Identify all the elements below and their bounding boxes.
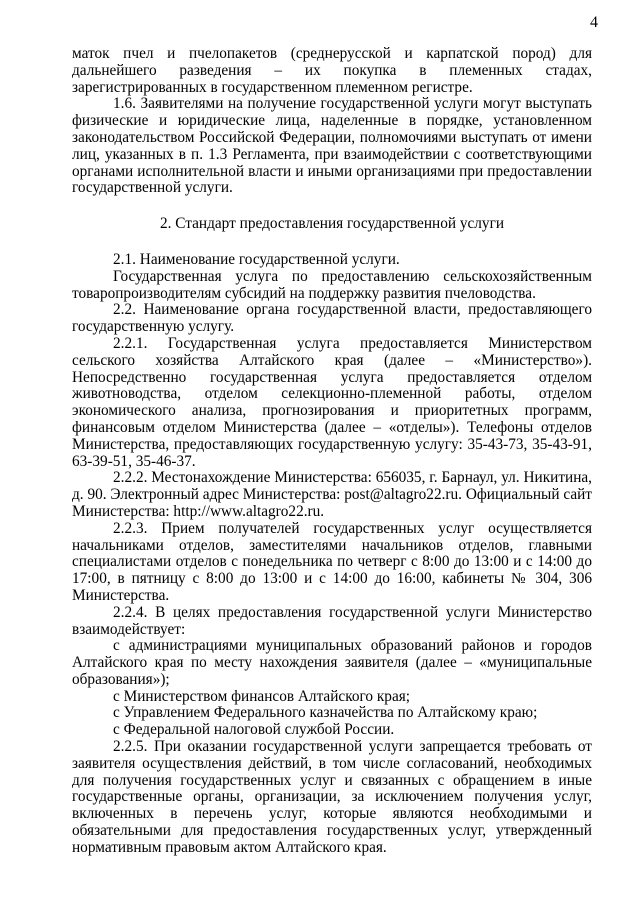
list-item-ministry-of-finance: с Министерством финансов Алтайского края; (113, 687, 411, 705)
paragraph-2-1: 2.1. Наименование государственной услуги. (113, 250, 400, 268)
list-item-municipalities: с администрациями муниципальных образований районов и городов Алтайского края по месту нахождения заявителя (далее – «муниципальные образования»); (72, 637, 592, 688)
paragraph-2-2-2: 2.2.2. Местонахождение Министерства: 656035, г. Барнаул, ул. Никитина, д. 90. Электронный адрес Министерства: post@altagro22.ru. Официальный сайт Министерства: http://www.altagro22.ru. (72, 469, 592, 520)
list-item-tax-service: с Федеральной налоговой службой России. (113, 721, 395, 739)
paragraph-intro-continuation: маток пчел и пчелопакетов (среднерусской и карпатской пород) для дальнейшего разведения – их покупка в племенных стадах, зарегистрированных в государственном племенном регистре. (72, 45, 592, 96)
document-body (72, 46, 592, 857)
page-number: 4 (590, 14, 598, 31)
paragraph-2-2: 2.2. Наименование органа государственной власти, предоставляющего государственную услугу. (72, 301, 592, 336)
paragraph-2-2-5: 2.2.5. При оказании государственной услуги запрещается требовать от заявителя осуществления действий, в том числе согласований, необходимых для получения государственных услуг и связанных с обращением в иные государственные органы, организации, за исключением получения услуг, включенных в перечень услуг, которые являются необходимыми и обязательными для предоставления государственных услуг, утвержденный нормативным правовым актом Алтайского края. (72, 738, 592, 856)
paragraph-2-2-1: 2.2.1. Государственная услуга предоставляется Министерством сельского хозяйства Алтайского края (далее – «Министерство»). Непосредственно государственная услуга предоставляется отделом животноводства, отделом селекционно-племенной работы, отделом экономического анализа, прогнозирования и приоритетных программ, финансовым отделом Министерства (далее – «отделы»). Телефоны отделов Министерства, предоставляющих государственную услугу: 35-43-73, 35-43-91, 63-39-51, 35-46-37. (72, 334, 592, 470)
paragraph-2-2-4: 2.2.4. В целях предоставления государственной услуги Министерство взаимодействует: (72, 603, 592, 638)
section-2-heading: 2. Стандарт предоставления государственной услуги (159, 215, 505, 233)
paragraph-2-2-3: 2.2.3. Прием получателей государственных услуг осуществляется начальниками отделов, заместителями начальников отделов, главными специалистами отделов с понедельника по четверг с 8:00 до 13:00 и с 14:00 до 17:00, в пятницу с 8:00 до 13:00 и с 14:00 до 16:00, кабинеты № 304, 306 Министерства. (72, 519, 592, 604)
paragraph-2-1-body: Государственная услуга по предоставлению сельскохозяйственным товаропроизводителям субсидий на поддержку развития пчеловодства. (72, 267, 592, 302)
paragraph-1-6: 1.6. Заявителями на получение государственной услуги могут выступать физические и юридические лица, наделенные в порядке, установленном законодательством Российской Федерации, полномочиями выступать от имени лиц, указанных в п. 1.3 Регламента, при взаимодействии с соответствующими органами исполнительной власти и иными организациями при предоставлении государственной услуги. (72, 95, 592, 197)
list-item-treasury: с Управлением Федерального казначейства по Алтайскому краю; (113, 704, 538, 722)
